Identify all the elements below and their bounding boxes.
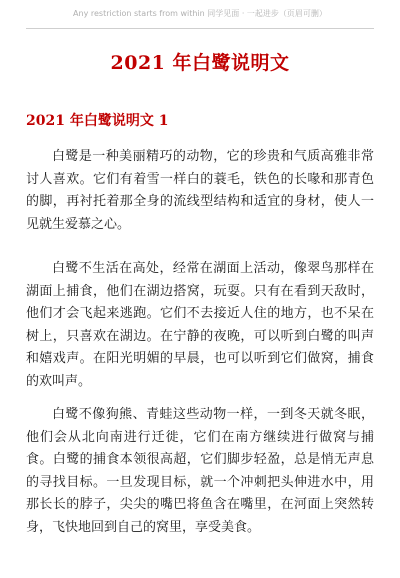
document-title: 2021 年白鹭说明文 bbox=[110, 52, 290, 74]
paragraph-2: 白鹭不生活在高处，经常在湖面上活动，像翠鸟那样在湖面上捕食，他们在湖边搭窝，玩耍。只有在看到天敌时，他们才会飞起来逃跑。它们不去接近人住的地方，也不呆在树上，只喜欢在湖边。在宁静的夜晚，可以听到白鹭的叫声和嬉戏声。在阳光明媚的早晨，也可以听到它们做窝，捕食的欢叫声。 bbox=[26, 261, 374, 389]
paragraph-1: 白鹭是一种美丽精巧的动物，它的珍贵和气质高雅非常讨人喜欢。它们有着雪一样白的蓑毛，铁色的长喙和那青色的脚，再衬托着那全身的流线型结构和适宜的身材，使人一见就生爱慕之心。 bbox=[26, 149, 374, 232]
paragraph-3: 白鹭不像狗熊、青蛙这些动物一样，一到冬天就冬眠，他们会从北向南进行迁徙，它们在南方继续进行做窝与捕食。白鹭的捕食本领很高超，它们脚步轻盈，总是悄无声息的寻找目标。一旦发现目标，就一个冲刺把头伸进水中，用那长长的脖子，尖尖的嘴巴将鱼含在嘴里，在河面上突然转身，飞快地回到自己的窝里，享受美食。 bbox=[26, 407, 374, 535]
header-divider bbox=[26, 28, 374, 29]
section-subtitle: 2021 年白鹭说明文 1 bbox=[26, 113, 169, 129]
page-header-note: Any restriction starts from within 同学见面 · 一起进步（页眉可删） bbox=[73, 9, 327, 18]
